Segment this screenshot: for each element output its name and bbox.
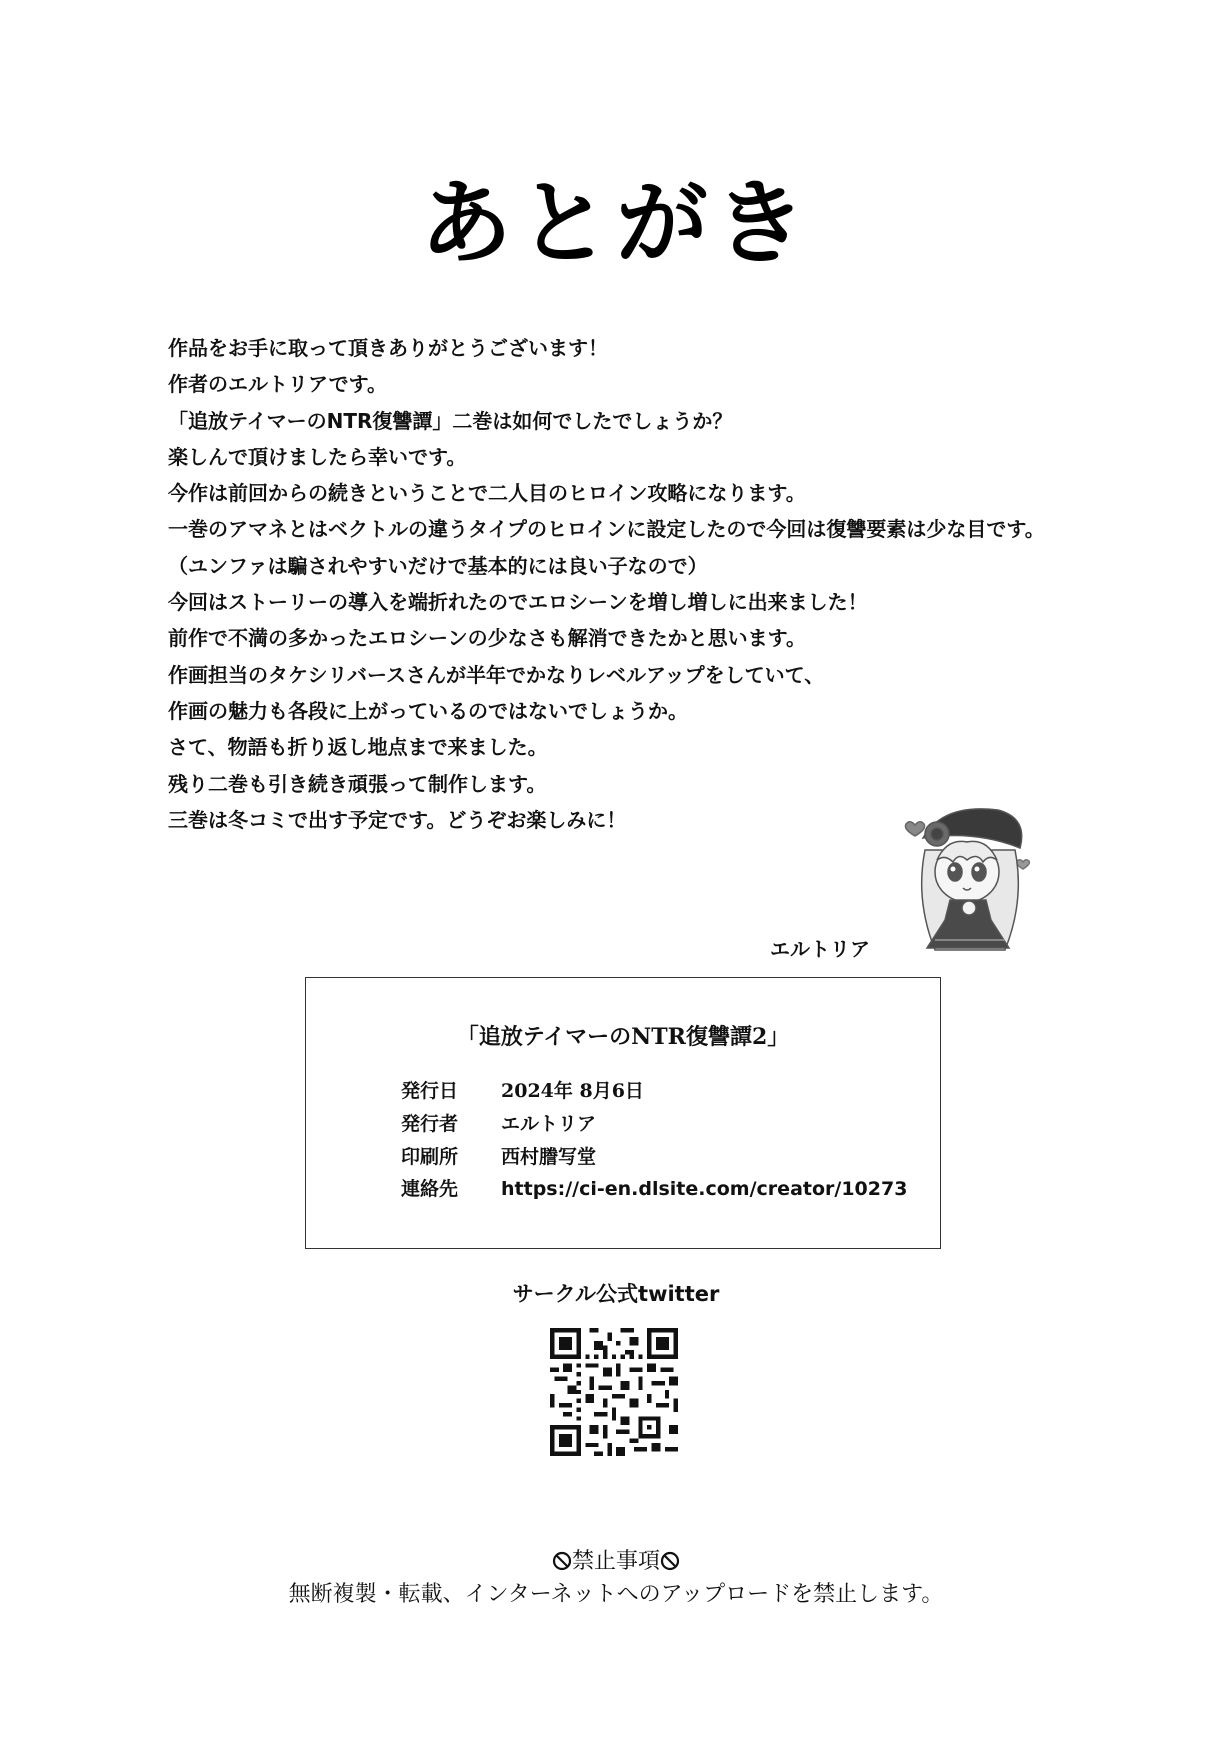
page-title: あとがき: [419, 169, 812, 277]
body-line: 今作は前回からの続きということで二人目のヒロイン攻略になります。: [168, 481, 806, 506]
body-line: （ユンファは騙されやすいだけで基本的には良い子なので）: [168, 553, 708, 578]
colophon-label: 印刷所: [401, 1146, 459, 1168]
body-line: 三巻は冬コミで出す予定です。どうぞお楽しみに！: [168, 807, 627, 832]
prohibition-heading: [0, 1544, 1232, 1575]
prohibition-text: 無断複製・転載、インターネットへのアップロードを禁止します。: [288, 1582, 944, 1607]
colophon-row-date: [401, 1076, 644, 1103]
chibi-character-illustration: [895, 790, 1045, 960]
body-line: 作品をお手に取って頂きありがとうございます！: [168, 336, 608, 360]
body-line: さて、物語も折り返し地点まで来ました。: [168, 735, 548, 760]
afterword-body: [168, 330, 1128, 838]
prohibited-icon: [552, 1551, 572, 1571]
colophon-value: 2024年 8月6日: [501, 1080, 644, 1102]
colophon-row-printer: [401, 1142, 596, 1169]
colophon-label: 発行日: [401, 1080, 459, 1102]
body-line: 一巻のアマネとはベクトルの違うタイプのヒロインに設定したので今回は復讐要素は少な目です。: [168, 517, 1045, 542]
contact-url[interactable]: https://ci-en.dlsite.com/creator/10273: [501, 1178, 908, 1200]
colophon-row-publisher: [401, 1109, 596, 1136]
colophon-box: [305, 977, 941, 1249]
body-line: 前作で不満の多かったエロシーンの少なさも解消できたかと思います。: [168, 626, 806, 651]
body-line: 作画担当のタケシリバースさんが半年でかなりレベルアップをしていて、: [168, 662, 825, 687]
body-line: 楽しんで頂けましたら幸いです。: [168, 444, 467, 469]
twitter-label: サークル公式twitter: [512, 1282, 720, 1306]
body-line: 作画の魅力も各段に上がっているのではないでしょうか。: [168, 698, 688, 723]
body-line: 今回はストーリーの導入を端折れたのでエロシーンを増し増しに出来ました！: [168, 590, 868, 615]
colophon-value: エルトリア: [501, 1113, 597, 1135]
prohibited-icon: [660, 1551, 680, 1571]
body-line: 「追放テイマーのNTR復讐譚」二巻は如何でしたでしょうか？: [168, 408, 733, 433]
colophon-title: 「追放テイマーのNTR復讐譚2」: [456, 1024, 790, 1050]
body-line: 残り二巻も引き続き頑張って制作します。: [168, 771, 547, 796]
author-signature: エルトリア: [770, 937, 870, 961]
colophon-value: 西村謄写堂: [501, 1146, 597, 1168]
colophon-label: 発行者: [401, 1113, 459, 1135]
body-line: 作者のエルトリアです。: [168, 372, 387, 397]
twitter-qr-code[interactable]: [550, 1328, 678, 1456]
colophon-row-contact: [401, 1174, 907, 1201]
prohibition-heading-text: 禁止事項: [571, 1549, 660, 1574]
colophon-label: 連絡先: [401, 1178, 459, 1200]
